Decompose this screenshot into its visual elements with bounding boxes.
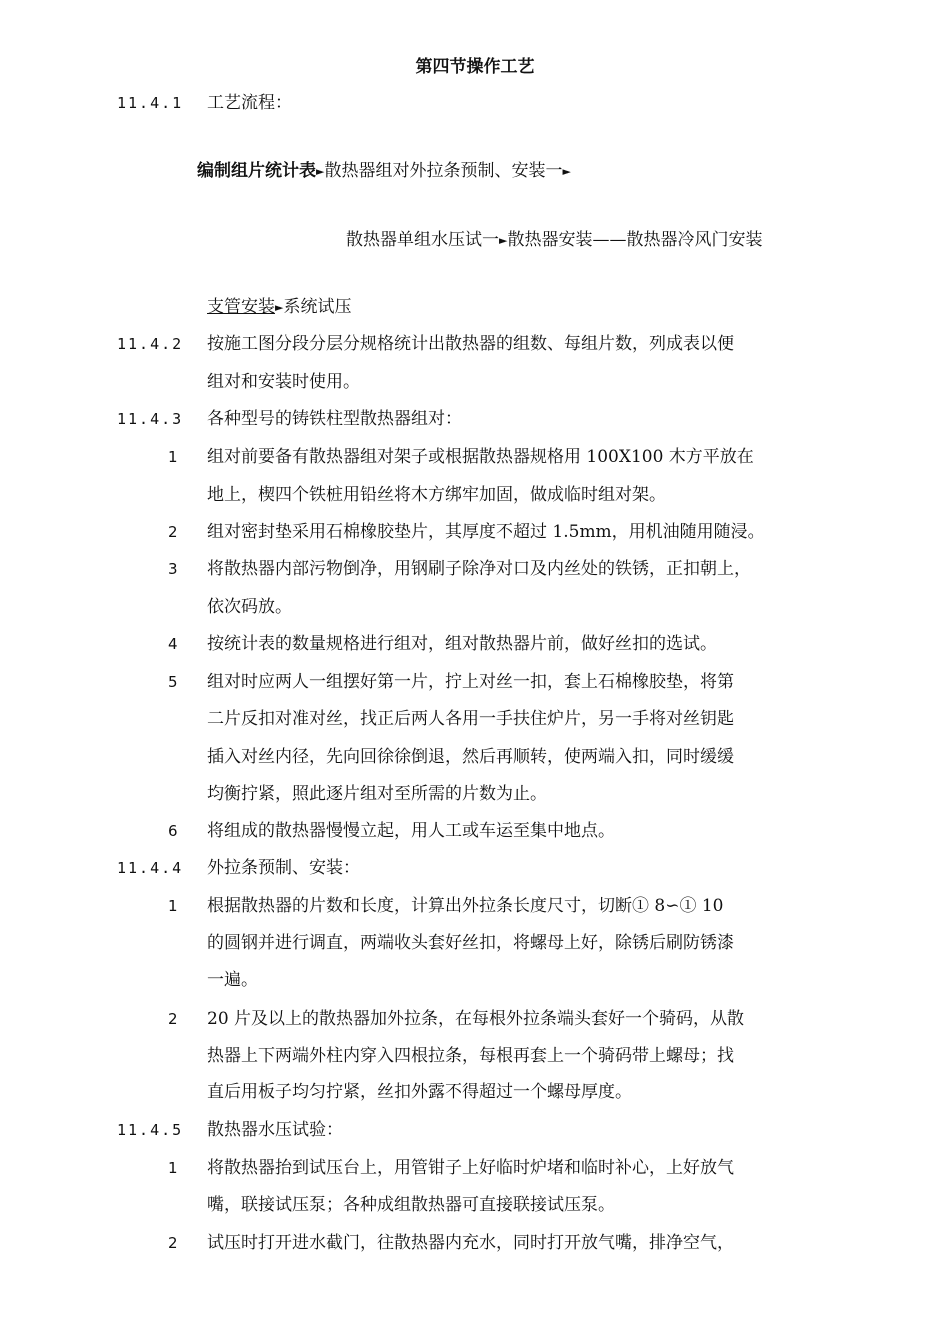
item-line: 20 片及以上的散热器加外拉条，在每根外拉条端头套好一个骑码，从散	[207, 1009, 745, 1029]
item-line: 直后用板子均匀拧紧，丝扣外露不得超过一个螺母厚度。	[207, 1082, 632, 1102]
item-line: 根据散热器的片数和长度，计算出外拉条长度尺寸，切断① 8∽① 10	[207, 896, 724, 916]
item-line: 试压时打开进水截门，往散热器内充水，同时打开放气嘴，排净空气，	[207, 1233, 734, 1253]
item-number: 1	[168, 448, 178, 466]
arrow-icon: ►	[316, 165, 325, 178]
flow-step: 散热器单组水压试一	[346, 230, 499, 250]
flow-step-bold: 编制组片统计表	[197, 161, 316, 181]
page-title: 第四节操作工艺	[415, 57, 535, 77]
item-number: 5	[168, 673, 178, 691]
flow-line-2	[346, 229, 762, 252]
item-number: 3	[168, 560, 178, 578]
item-line: 组对时应两人一组摆好第一片，拧上对丝一扣，套上石棉橡胶垫，将第	[207, 672, 734, 692]
flow-line-3	[207, 296, 351, 319]
item-line: 将散热器内部污物倒净，用钢刷子除净对口及内丝处的铁锈，正扣朝上，	[207, 559, 751, 579]
item-number: 6	[168, 822, 178, 840]
item-number: 1	[168, 1159, 178, 1177]
paragraph-line: 按施工图分段分层分规格统计出散热器的组数、每组片数，列成表以便	[207, 334, 734, 354]
item-line: 均衡拧紧，照此逐片组对至所需的片数为止。	[207, 784, 547, 804]
item-line: 一遍。	[207, 970, 258, 990]
item-number: 2	[168, 523, 178, 541]
flow-step: 散热器安装——散热器冷风门安装	[507, 230, 763, 250]
section-heading: 散热器水压试验：	[207, 1120, 343, 1140]
arrow-icon: ►	[562, 165, 571, 178]
section-heading: 工艺流程：	[207, 93, 292, 113]
section-number: 11.4.2	[117, 335, 184, 353]
flow-line-1	[197, 160, 571, 183]
item-line: 二片反扣对准对丝，找正后两人各用一手扶住炉片，另一手将对丝钥匙	[207, 709, 734, 729]
item-line: 地上，楔四个铁桩用铅丝将木方绑牢加固，做成临时组对架。	[207, 485, 666, 505]
section-number: 11.4.4	[117, 859, 184, 877]
item-line: 热器上下两端外柱内穿入四根拉条，每根再套上一个骑码带上螺母；找	[207, 1046, 734, 1066]
item-line: 嘴，联接试压泵；各种成组散热器可直接联接试压泵。	[207, 1195, 615, 1215]
item-number: 2	[168, 1234, 178, 1252]
item-line: 组对密封垫采用石棉橡胶垫片，其厚度不超过 1.5mm，用机油随用随浸。	[207, 522, 765, 542]
arrow-icon: ►	[499, 234, 508, 247]
flow-step-underlined: 支管安装	[207, 297, 275, 317]
item-line: 将组成的散热器慢慢立起，用人工或车运至集中地点。	[207, 821, 615, 841]
item-number: 1	[168, 897, 178, 915]
item-number: 2	[168, 1010, 178, 1028]
item-line: 插入对丝内径，先向回徐徐倒退，然后再顺转，使两端入扣，同时缓缓	[207, 747, 734, 767]
section-heading: 各种型号的铸铁柱型散热器组对：	[207, 409, 462, 429]
section-number: 11.4.1	[117, 94, 184, 112]
item-number: 4	[168, 635, 178, 653]
item-line: 组对前要备有散热器组对架子或根据散热器规格用 100X100 木方平放在	[207, 447, 754, 467]
section-heading: 外拉条预制、安装：	[207, 858, 360, 878]
item-line: 的圆钢并进行调直，两端收头套好丝扣，将螺母上好，除锈后刷防锈漆	[207, 933, 734, 953]
item-line: 依次码放。	[207, 597, 292, 617]
flow-step: 散热器组对外拉条预制、安装一	[324, 161, 563, 181]
item-line: 按统计表的数量规格进行组对，组对散热器片前，做好丝扣的选试。	[207, 634, 717, 654]
section-number: 11.4.5	[117, 1121, 184, 1139]
item-line: 将散热器抬到试压台上，用管钳子上好临时炉堵和临时补心，上好放气	[207, 1158, 734, 1178]
paragraph-line: 组对和安装时使用。	[207, 372, 360, 392]
flow-step: 系统试压	[283, 297, 352, 317]
arrow-icon: ►	[275, 301, 284, 314]
section-number: 11.4.3	[117, 410, 184, 428]
